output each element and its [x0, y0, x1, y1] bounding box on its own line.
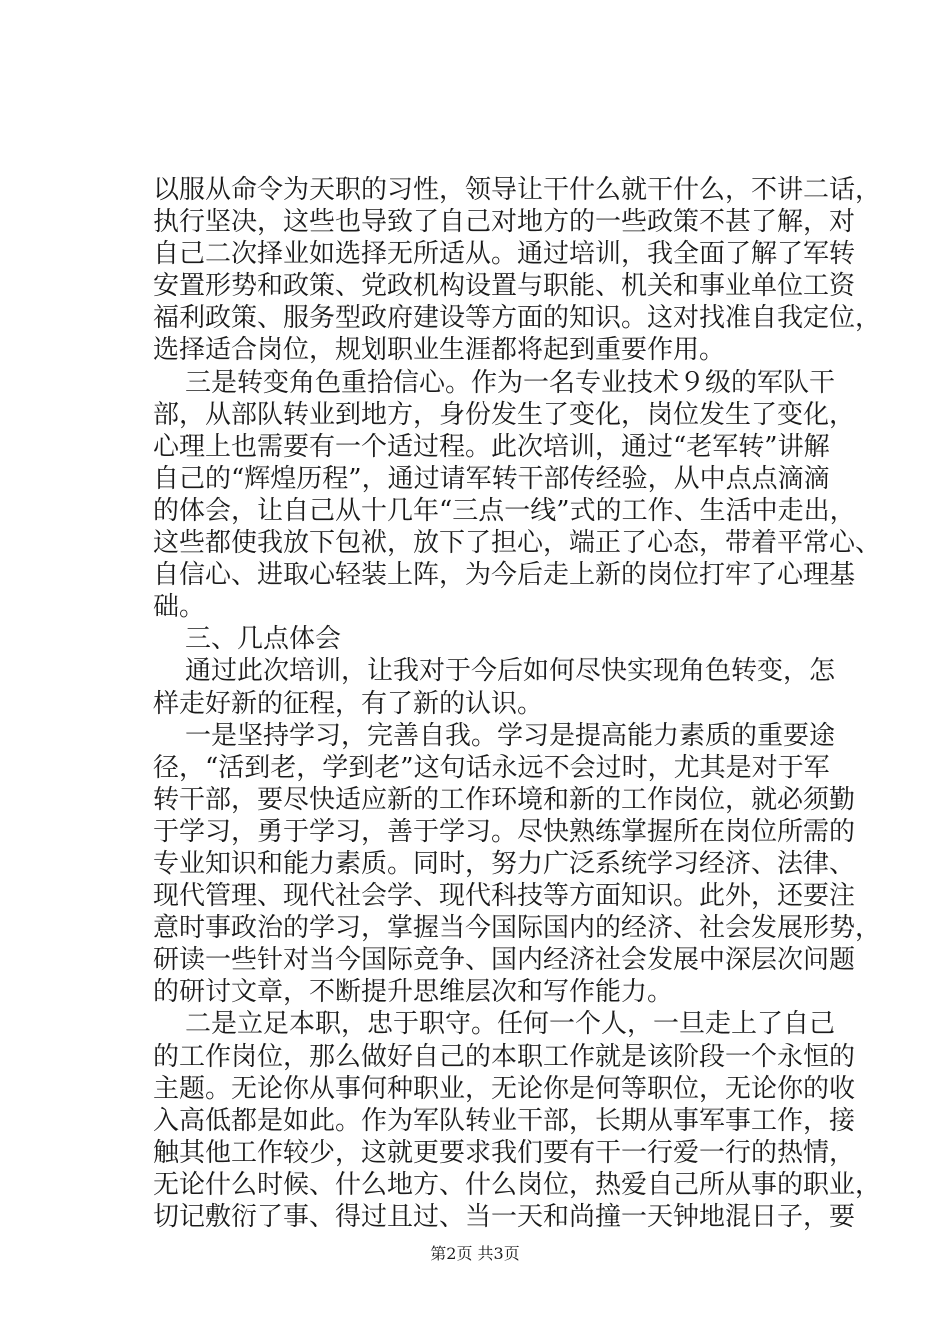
text-line: 的体会，让自己从十几年“三点一线”式的工作、生活中走出， — [153, 495, 856, 526]
text-line: 转干部，要尽快适应新的工作环境和新的工作岗位，就必须勤 — [153, 784, 856, 815]
text-line: 于学习，勇于学习，善于学习。尽快熟练掌握所在岗位所需的 — [153, 816, 856, 847]
text-line: 部，从部队转业到地方，身份发生了变化，岗位发生了变化， — [153, 399, 856, 430]
text-line: 触其他工作较少，这就更要求我们要有干一行爱一行的热情， — [153, 1137, 856, 1168]
paragraph-start-line: 一是坚持学习，完善自我。学习是提高能力素质的重要途 — [185, 720, 836, 751]
text-line: 自己二次择业如选择无所适从。通过培训，我全面了解了军转 — [153, 239, 856, 270]
page-footer — [0, 1244, 950, 1264]
text-line: 意时事政治的学习，掌握当今国际国内的经济、社会发展形势， — [153, 913, 882, 944]
body-text — [153, 174, 882, 1233]
text-line: 选择适合岗位，规划职业生涯都将起到重要作用。 — [153, 335, 726, 366]
text-line: 础。 — [153, 592, 206, 623]
text-line: 执行坚决，这些也导致了自己对地方的一些政策不甚了解，对 — [153, 207, 856, 238]
text-line: 现代管理、现代社会学、现代科技等方面知识。此外，还要注 — [153, 881, 856, 912]
text-line: 自己的“辉煌历程”，通过请军转干部传经验，从中点点滴滴 — [153, 463, 830, 494]
text-line: 主题。无论你从事何种职业，无论你是何等职位，无论你的收 — [153, 1073, 856, 1104]
text-line: 径，“活到老，学到老”这句话永远不会过时，尤其是对于军 — [153, 752, 830, 783]
text-line: 入高低都是如此。作为军队转业干部，长期从事军事工作，接 — [153, 1105, 856, 1136]
text-line: 切记敷衍了事、得过且过、当一天和尚撞一天钟地混日子，要 — [153, 1202, 856, 1232]
text-line: 心理上也需要有一个适过程。此次培训，通过“老军转”讲解 — [153, 431, 830, 462]
paragraph-start-line: 三是转变角色重拾信心。作为一名专业技术９级的军队干 — [185, 367, 836, 398]
text-line: 无论什么时候、什么地方、什么岗位，热爱自己所从事的职业， — [153, 1169, 882, 1200]
text-line: 的工作岗位，那么做好自己的本职工作就是该阶段一个永恒的 — [153, 1041, 856, 1072]
paragraph-start-line: 二是立足本职，忠于职守。任何一个人，一旦走上了自己 — [185, 1009, 836, 1040]
text-line: 研读一些针对当今国际竞争、国内经济社会发展中深层次问题 — [153, 945, 856, 976]
text-line: 专业知识和能力素质。同时，努力广泛系统学习经济、法律、 — [153, 848, 856, 879]
text-line: 福利政策、服务型政府建设等方面的知识。这对找准自我定位， — [153, 303, 882, 334]
text-line: 自信心、进取心轻装上阵，为今后走上新的岗位打牢了心理基 — [153, 560, 856, 591]
text-line: 这些都使我放下包袱，放下了担心，端正了心态，带着平常心、 — [153, 528, 882, 559]
text-line: 以服从命令为天职的习性，领导让干什么就干什么，不讲二话， — [153, 175, 882, 205]
text-line: 的研讨文章，不断提升思维层次和写作能力。 — [153, 977, 674, 1008]
text-line: 安置形势和政策、党政机构设置与职能、机关和事业单位工资 — [153, 271, 856, 302]
text-line: 样走好新的征程，有了新的认识。 — [153, 688, 544, 719]
page-number-label: 第2页 共3页 — [430, 1244, 520, 1263]
paragraph-start-line: 通过此次培训，让我对于今后如何尽快实现角色转变，怎 — [185, 656, 836, 687]
section-heading: 三、几点体会 — [185, 624, 342, 655]
